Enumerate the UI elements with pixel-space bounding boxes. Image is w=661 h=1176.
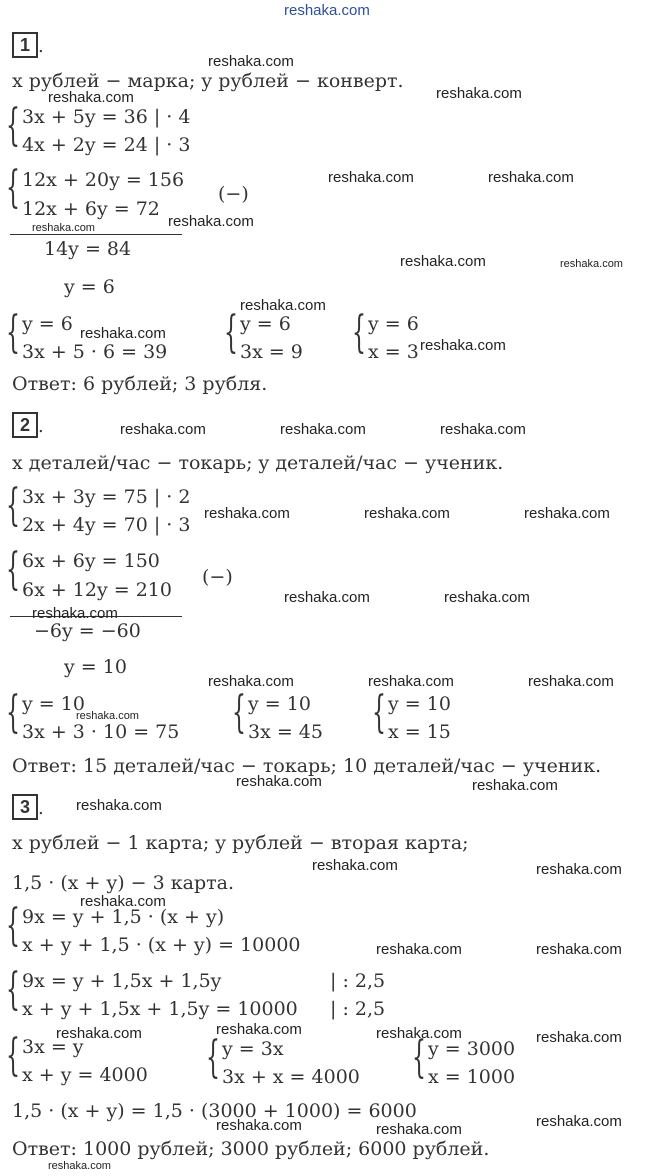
- p1-sys3-line1: y = 6: [22, 313, 73, 335]
- p2-sys4-line2: 3x = 45: [248, 721, 323, 743]
- watermark: reshaka.com: [524, 505, 610, 522]
- watermark: reshaka.com: [284, 589, 370, 606]
- p3-answer: Ответ: 1000 рублей; 3000 рублей; 6000 рублей.: [12, 1138, 490, 1160]
- watermark: reshaka.com: [440, 421, 526, 438]
- watermark: reshaka.com: [488, 169, 574, 186]
- watermark: reshaka.com: [216, 1021, 302, 1038]
- brace: {: [6, 964, 20, 1015]
- p2-sys3-line2: 3x + 3 · 10 = 75: [22, 721, 180, 743]
- p1-sys4-line2: 3x = 9: [240, 341, 303, 363]
- p1-sys2-line1: 12x + 20y = 156: [22, 169, 185, 191]
- watermark: reshaka.com: [120, 421, 206, 438]
- problem-number-3: 3: [12, 794, 38, 820]
- p2-sys2-line2: 6x + 12y = 210: [22, 579, 172, 601]
- watermark: reshaka.com: [472, 777, 558, 794]
- watermark: reshaka.com: [536, 861, 622, 878]
- brace: {: [6, 900, 20, 951]
- watermark: reshaka.com: [560, 258, 623, 270]
- p3-sys3-line1: 3x = y: [22, 1036, 84, 1058]
- watermark: reshaka.com: [76, 797, 162, 814]
- brace: {: [6, 100, 20, 151]
- watermark: reshaka.com: [400, 253, 486, 270]
- watermark: reshaka.com: [376, 1121, 462, 1138]
- p2-intro: x деталей/час − токарь; y деталей/час − ученик.: [12, 452, 504, 474]
- watermark: reshaka.com: [80, 893, 166, 910]
- p1-sys2-line2: 12x + 6y = 72: [22, 198, 160, 220]
- watermark: reshaka.com: [48, 1160, 111, 1172]
- p2-sys1-line2: 2x + 4y = 70 | · 3: [22, 514, 191, 536]
- header-watermark: reshaka.com: [284, 2, 370, 19]
- watermark: reshaka.com: [76, 710, 139, 722]
- watermark: reshaka.com: [364, 505, 450, 522]
- watermark: reshaka.com: [80, 325, 166, 342]
- brace: {: [6, 687, 20, 738]
- brace: {: [206, 1032, 220, 1083]
- p1-sys5-line2: x = 3: [368, 341, 419, 363]
- brace: {: [6, 544, 20, 595]
- watermark: reshaka.com: [236, 773, 322, 790]
- problem-number-dot: .: [38, 416, 44, 437]
- watermark: reshaka.com: [240, 297, 326, 314]
- p1-sys1-line2: 4x + 2y = 24 | · 3: [22, 134, 191, 156]
- watermark: reshaka.com: [328, 169, 414, 186]
- watermark: reshaka.com: [48, 89, 134, 106]
- p3-sys4-line1: y = 3x: [222, 1038, 284, 1060]
- watermark: reshaka.com: [208, 53, 294, 70]
- brace: {: [6, 162, 20, 213]
- watermark: reshaka.com: [280, 421, 366, 438]
- p2-sys1-line1: 3x + 3y = 75 | · 2: [22, 486, 191, 508]
- p1-minus-sign: (−): [218, 183, 249, 205]
- watermark: reshaka.com: [536, 1029, 622, 1046]
- p3-calculation: 1,5 · (x + y) = 1,5 · (3000 + 1000) = 6000: [12, 1100, 417, 1122]
- watermark: reshaka.com: [168, 213, 254, 230]
- p3-intro-line1: x рублей − 1 карта; y рублей − вторая карта;: [12, 832, 469, 854]
- brace: {: [224, 307, 238, 358]
- p3-sys4-line2: 3x + x = 4000: [222, 1066, 360, 1088]
- p1-sys1-line1: 3x + 5y = 36 | · 4: [22, 106, 191, 128]
- p2-sys3-line1: y = 10: [22, 693, 85, 715]
- watermark: reshaka.com: [436, 85, 522, 102]
- brace: {: [6, 1030, 20, 1081]
- p2-sys5-line1: y = 10: [388, 693, 451, 715]
- watermark: reshaka.com: [312, 857, 398, 874]
- p2-answer: Ответ: 15 деталей/час − токарь; 10 деталей/час − ученик.: [12, 755, 602, 777]
- p1-answer: Ответ: 6 рублей; 3 рубля.: [12, 373, 268, 395]
- watermark: reshaka.com: [376, 941, 462, 958]
- p2-result: −6y = −60: [34, 620, 141, 642]
- watermark: reshaka.com: [32, 605, 118, 622]
- p1-sys4-line1: y = 6: [240, 313, 291, 335]
- p3-sys5-line2: x = 1000: [428, 1066, 516, 1088]
- p3-sys1-line2: x + y + 1,5 · (x + y) = 10000: [22, 934, 301, 956]
- p1-intro: x рублей − марка; y рублей − конверт.: [12, 70, 404, 92]
- watermark: reshaka.com: [56, 1025, 142, 1042]
- watermark: reshaka.com: [216, 1117, 302, 1134]
- p3-intro-line2: 1,5 · (x + y) − 3 карта.: [12, 872, 234, 894]
- watermark: reshaka.com: [32, 222, 95, 234]
- watermark: reshaka.com: [204, 505, 290, 522]
- p3-sys5-line1: y = 3000: [428, 1038, 516, 1060]
- problem-number-dot: .: [38, 36, 44, 57]
- p3-sys3-line2: x + y = 4000: [22, 1064, 148, 1086]
- watermark: reshaka.com: [528, 673, 614, 690]
- p2-sys5-line2: x = 15: [388, 721, 451, 743]
- problem-number-2: 2: [12, 412, 38, 438]
- brace: {: [6, 480, 20, 531]
- p2-minus-sign: (−): [202, 566, 233, 588]
- p3-sys2-line1: 9x = y + 1,5x + 1,5y: [22, 970, 222, 992]
- watermark: reshaka.com: [536, 941, 622, 958]
- watermark: reshaka.com: [376, 1025, 462, 1042]
- p1-result: 14y = 84: [44, 238, 132, 260]
- watermark: reshaka.com: [368, 673, 454, 690]
- p1-sys3-line2: 3x + 5 · 6 = 39: [22, 341, 168, 363]
- problem-number-dot: .: [38, 798, 44, 819]
- p2-sys4-line1: y = 10: [248, 693, 311, 715]
- p3-sys2-line2: x + y + 1,5x + 1,5y = 10000: [22, 998, 298, 1020]
- brace: {: [232, 687, 246, 738]
- p2-sys2-line1: 6x + 6y = 150: [22, 550, 160, 572]
- watermark: reshaka.com: [444, 589, 530, 606]
- problem-number-1: 1: [12, 32, 38, 58]
- p1-sys5-line1: y = 6: [368, 313, 419, 335]
- p1-subtraction-rule: [10, 234, 182, 235]
- watermark: reshaka.com: [536, 1113, 622, 1130]
- watermark: reshaka.com: [208, 673, 294, 690]
- watermark: reshaka.com: [420, 337, 506, 354]
- p3-sys2-divider1: | : 2,5: [330, 970, 386, 992]
- brace: {: [412, 1032, 426, 1083]
- p3-sys1-line1: 9x = y + 1,5 · (x + y): [22, 906, 225, 928]
- brace: {: [352, 307, 366, 358]
- p3-sys2-divider2: | : 2,5: [330, 998, 386, 1020]
- p1-y-value: y = 6: [64, 276, 115, 298]
- brace: {: [6, 307, 20, 358]
- p2-y-value: y = 10: [64, 656, 127, 678]
- brace: {: [372, 687, 386, 738]
